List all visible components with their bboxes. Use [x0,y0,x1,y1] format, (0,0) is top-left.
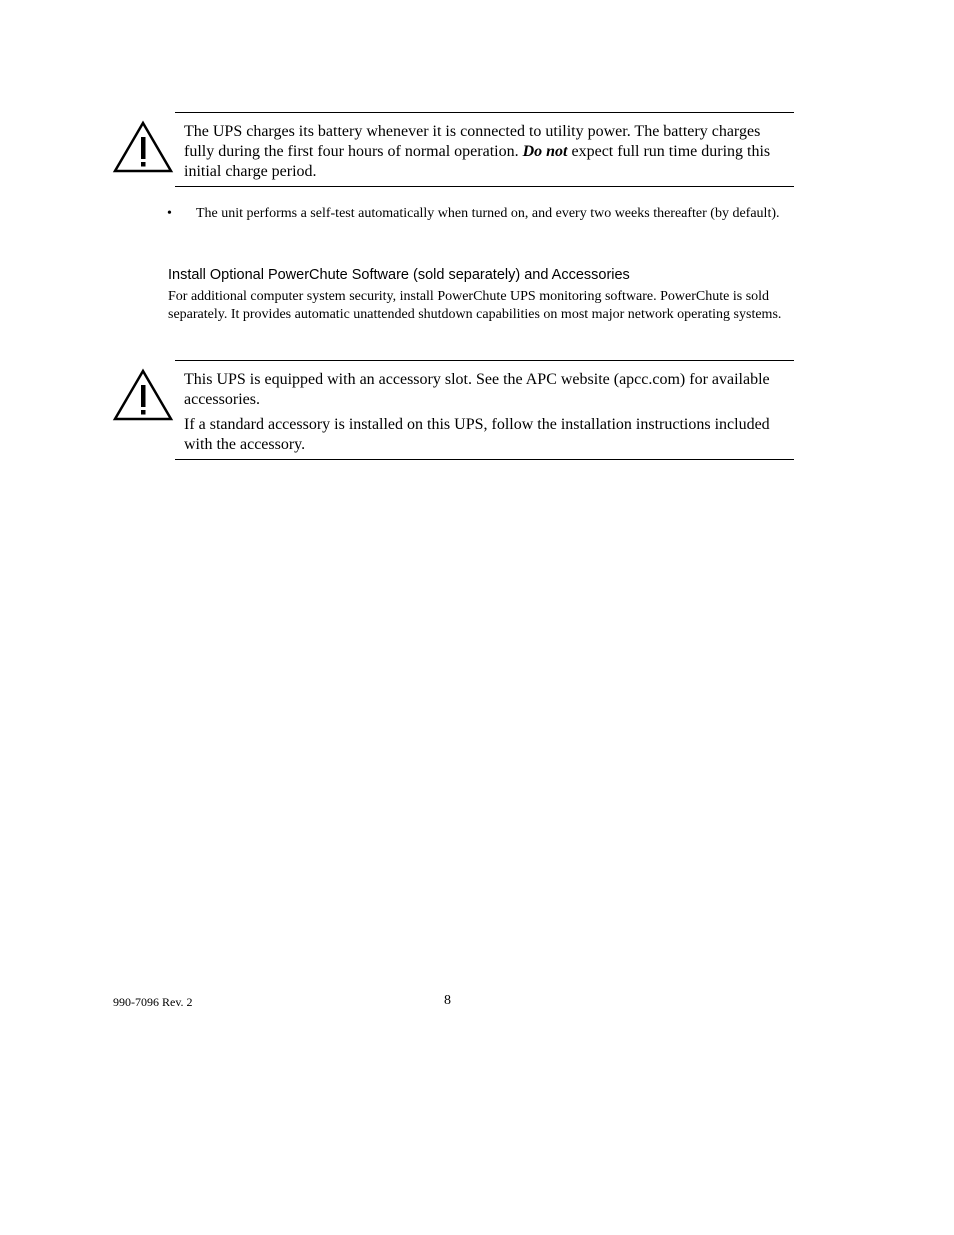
caution2-para2: If a standard accessory is installed on this UPS, follow the installation instructions included with the accessory. [184,416,770,453]
caution2-para1: This UPS is equipped with an accessory slot. See the APC website (apcc.com) for available accessories. [184,371,770,408]
bullet-symbol: • [167,206,172,221]
warning-triangle-icon [112,368,174,422]
caution1-text-after: expect full run time during this initial charge period. [184,143,771,180]
caution2-bottom-rule [175,459,794,460]
section-body: For additional computer system security, install PowerChute UPS monitoring software. PowerChute is sold separately. It provides automatic unattended shutdown capabilities on most major network operating systems. [168,289,782,322]
caution1-text [184,122,784,182]
footer-doc-id: 990-7096 Rev. 2 [113,995,193,1009]
bullet-text: The unit performs a self-test automatically when turned on, and every two weeks thereafter (by default). [196,206,780,221]
page-number: 8 [444,993,451,1008]
warning-triangle-icon [112,120,174,174]
caution2-text [184,370,784,455]
caution1-top-rule [175,112,794,113]
section-heading: Install Optional PowerChute Software (sold separately) and Accessories [168,267,630,283]
caution2-top-rule [175,360,794,361]
caution1-bottom-rule [175,186,794,187]
caution1-emphasis: Do not [522,143,568,160]
caution1-text-before: The UPS charges its battery whenever it is connected to utility power. The battery charges fully during the first four hours of normal operation. [184,123,761,160]
